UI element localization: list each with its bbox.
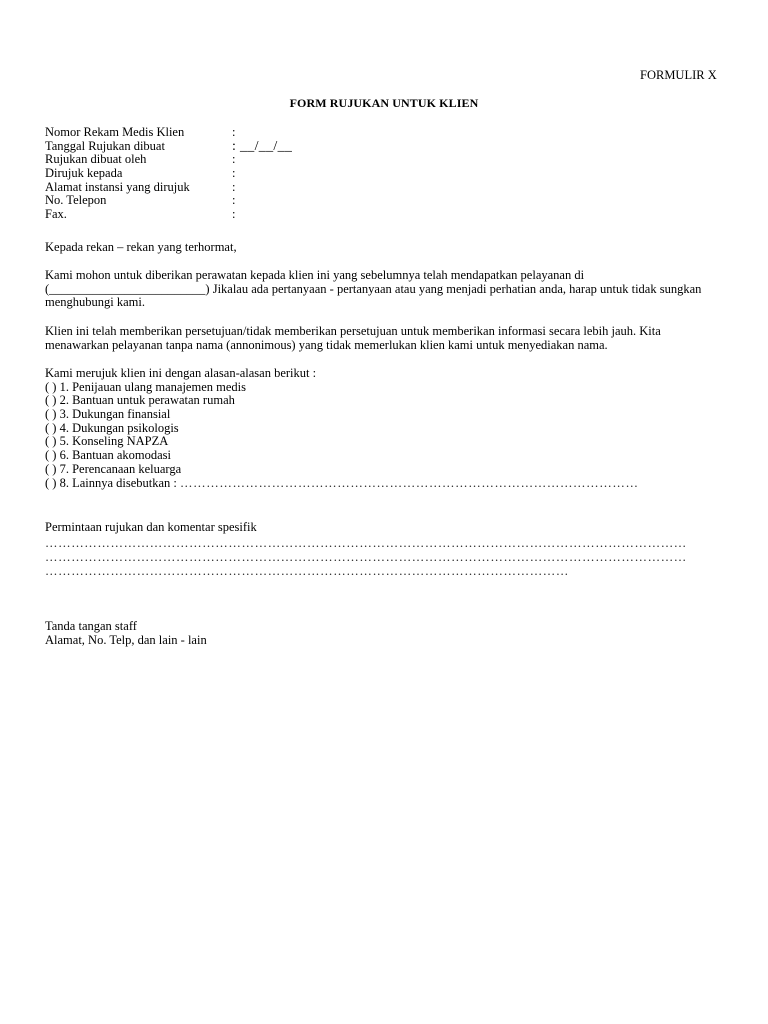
field-value: : <box>232 207 236 222</box>
field-fax <box>45 208 725 222</box>
reason-item: ( ) 7. Perencanaan keluarga <box>45 461 182 476</box>
field-label: Alamat instansi yang dirujuk <box>45 179 190 194</box>
header-fields <box>45 126 725 222</box>
paragraph-line: menawarkan pelayanan tanpa nama (annonimous) yang tidak memerlukan klien kami untuk menyediakan nama. <box>45 337 608 352</box>
reason-item-other <box>45 477 725 491</box>
reason-item: ( ) 1. Penijauan ulang manajemen medis <box>45 379 246 394</box>
reason-item: ( ) 5. Konseling NAPZA <box>45 434 169 449</box>
field-label: No. Telepon <box>45 193 107 208</box>
field-value: : <box>232 125 236 139</box>
address-label: Alamat, No. Telp, dan lain - lain <box>45 632 207 647</box>
reasons-section <box>45 367 725 490</box>
field-label: Fax. <box>45 207 67 222</box>
reason-other-dots: …………………………………………………………………………………………… <box>180 475 639 490</box>
document-title: FORM RUJUKAN UNTUK KLIEN <box>289 96 479 110</box>
field-value: : <box>232 152 236 167</box>
reason-other-label: ( ) 8. Lainnya disebutkan : <box>45 475 177 490</box>
reason-item: ( ) 4. Dukungan psikologis <box>45 420 179 435</box>
field-institution-address <box>45 181 725 195</box>
reason-item: ( ) 6. Bantuan akomodasi <box>45 448 172 463</box>
field-referred-by <box>45 153 725 167</box>
paragraph-line: Kami mohon untuk diberikan perawatan kepada klien ini yang sebelumnya telah mendapatkan pelayanan di <box>45 268 585 282</box>
field-value: : <box>232 166 236 181</box>
comment-line: ………………………………………………………………………………………………………… <box>45 564 569 578</box>
comment-line: ………………………………………………………………………………………………………………………………… <box>45 550 687 564</box>
form-code: FORMULIR X <box>640 68 717 82</box>
greeting: Kepada rekan – rekan yang terhormat, <box>45 240 237 254</box>
paragraph-line: Klien ini telah memberikan persetujuan/tidak memberikan persetujuan untuk memberikan informasi secara lebih jauh. Kita <box>45 324 661 338</box>
field-value: : <box>232 179 236 194</box>
field-label: Nomor Rekam Medis Klien <box>45 125 185 139</box>
comment-line: ………………………………………………………………………………………………………………………………… <box>45 536 687 550</box>
field-medical-record-number <box>45 126 725 140</box>
field-value: : __/__/__ <box>232 138 293 154</box>
reasons-intro: Kami merujuk klien ini dengan alasan-alasan berikut : <box>45 366 317 380</box>
paragraph-request-care <box>45 269 725 310</box>
paragraph-line: menghubungi kami. <box>45 295 145 310</box>
field-referred-to <box>45 167 725 181</box>
field-label: Tanggal Rujukan dibuat <box>45 138 165 153</box>
field-value: : <box>232 193 236 208</box>
field-label: Rujukan dibuat oleh <box>45 152 147 167</box>
reason-item: ( ) 2. Bantuan untuk perawatan rumah <box>45 393 235 408</box>
paragraph-line: (_________________________) Jikalau ada pertanyaan - pertanyaan atau yang menjadi perhatian anda, harap untuk tidak sungkan <box>45 281 702 296</box>
reason-item: ( ) 3. Dukungan finansial <box>45 407 171 422</box>
field-label: Dirujuk kepada <box>45 166 123 181</box>
comment-request-label: Permintaan rujukan dan komentar spesifik <box>45 520 257 534</box>
signature-label: Tanda tangan staff <box>45 619 137 633</box>
signature-block <box>45 620 207 647</box>
field-phone <box>45 194 725 208</box>
paragraph-consent <box>45 325 725 352</box>
field-referral-date <box>45 140 725 154</box>
